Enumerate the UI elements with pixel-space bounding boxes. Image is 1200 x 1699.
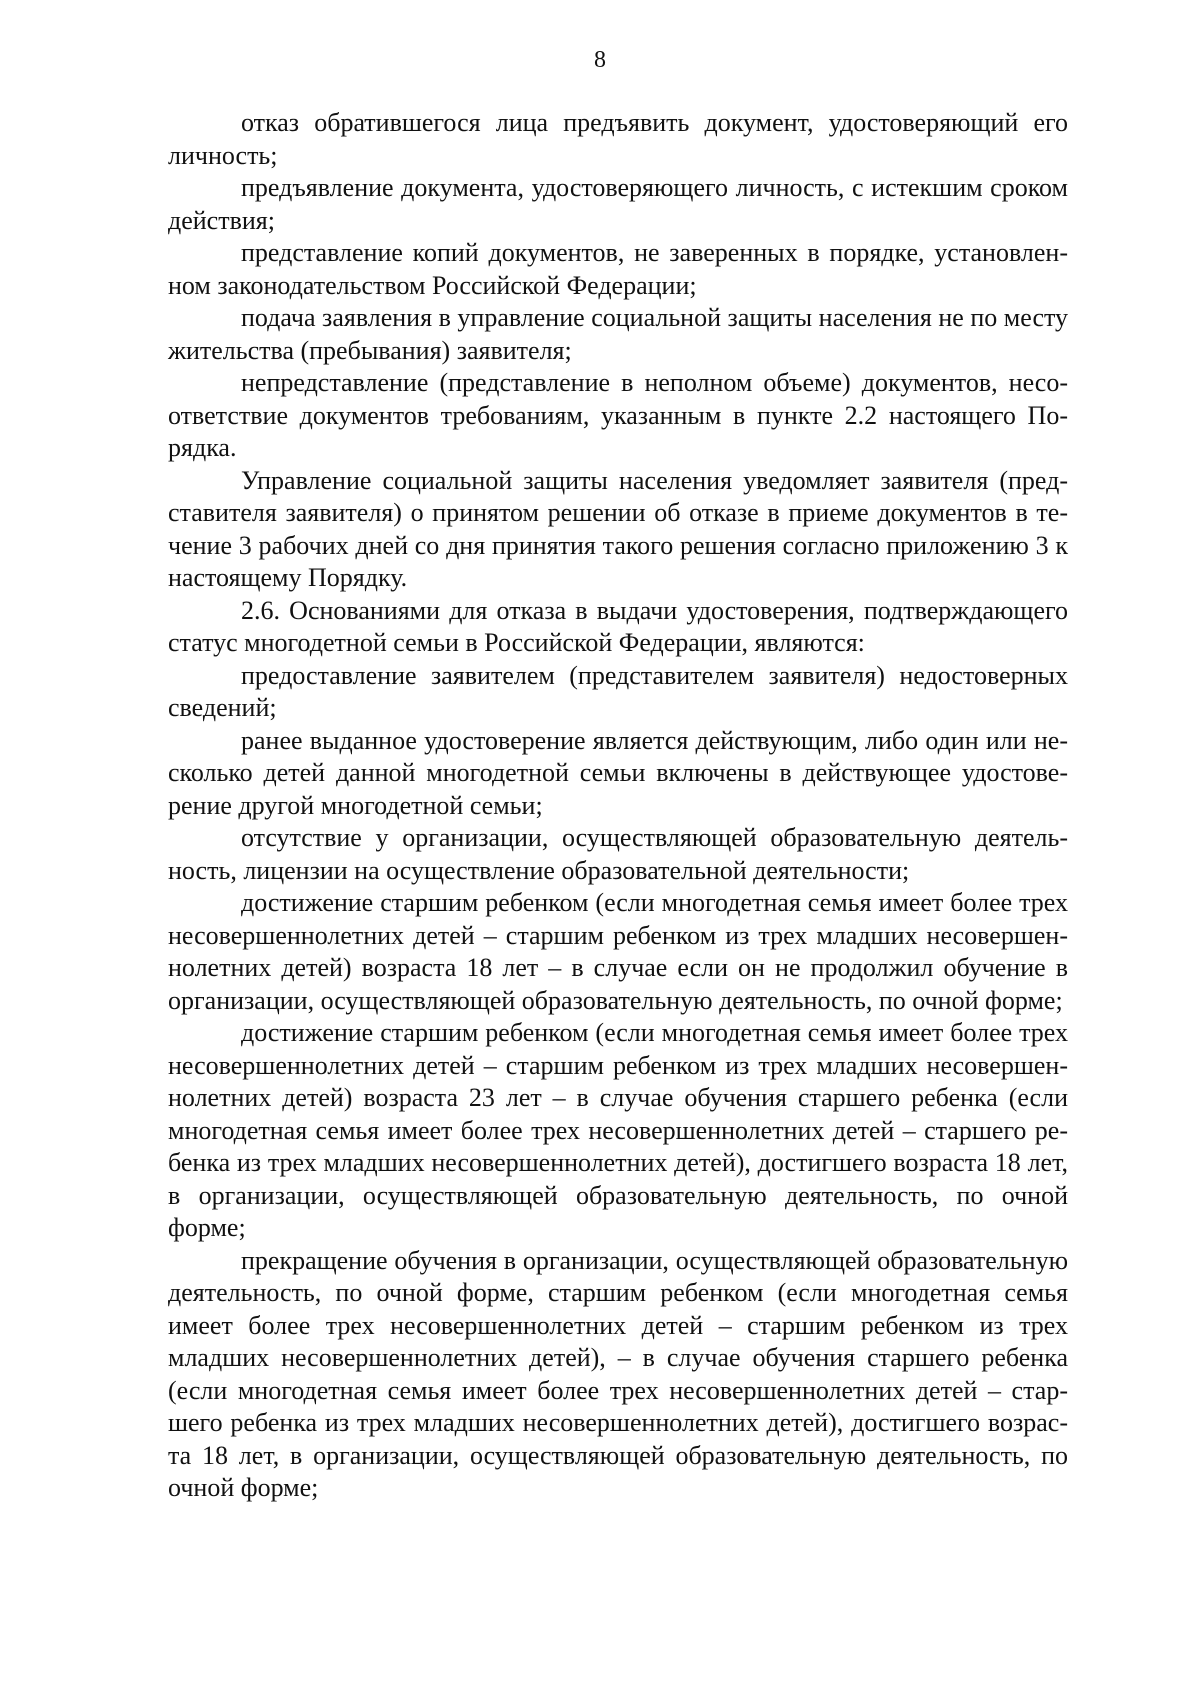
- paragraph-incomplete-documents: непредставление (представление в неполном объеме) документов, несоответствие документов требованиям, указанным в пункте 2.2 настоящего Порядка.: [168, 368, 1068, 462]
- paragraph-study-termination: прекращение обучения в организации, осуществляющей образовательную деятельность, по очной форме, старшим ребенком (если многодетная семья имеет более трех несовершеннолетних детей – старшим ребенком из трех младших несовершеннолетних детей), – в случае обучения старшего ребенка (если многодетная семья имеет более трех несовершеннолетних детей – старшего ребенка из трех младших несовершеннолетних детей), достигшего возраста 18 лет, в организации, осуществляющей образовательную деятельность, по очной форме;: [168, 1245, 1068, 1502]
- paragraph-expired-document: предъявление документа, удостоверяющего личность, с истекшим сроком действия;: [168, 173, 1068, 235]
- paragraph-existing-certificate: ранее выданное удостоверение является действующим, либо один или несколько детей данной многодетной семьи включены в действующее удостоверение другой многодетной семьи;: [168, 725, 1068, 820]
- paragraph-refusal-identity: отказ обратившегося лица предъявить документ, удостоверяющий его личность;: [168, 108, 1068, 170]
- page-number: 8: [594, 47, 606, 73]
- paragraph-false-information: предоставление заявителем (представителем заявителя) недостоверных сведений;: [168, 660, 1068, 722]
- paragraph-wrong-residence: подача заявления в управление социальной защиты населения не по месту жительства (пребывания) заявителя;: [168, 303, 1068, 365]
- paragraph-notification: Управление социальной защиты населения уведомляет заявителя (представителя заявителя) о принятом решении об отказе в приеме документов в течение 3 рабочих дней со дня принятия такого решения согласно приложению 3 к настоящему Порядку.: [168, 465, 1068, 592]
- paragraph-no-license: отсутствие у организации, осуществляющей образовательную деятельность, лицензии на осуществление образовательной деятельности;: [168, 823, 1068, 885]
- paragraph-section-2-6: 2.6. Основаниями для отказа в выдачи удостоверения, подтверждающего статус многодетной семьи в Российской Федерации, являются:: [168, 595, 1068, 657]
- paragraph-age-23: достижение старшим ребенком (если многодетная семья имеет более трех несовершеннолетних детей – старшим ребенком из трех младших несовершеннолетних детей) возраста 23 лет – в случае обучения старшего ребенка (если многодетная семья имеет более трех несовершеннолетних детей – старшего ребенка из трех младших несовершеннолетних детей), достигшего возраста 18 лет, в организации, осуществляющей образовательную деятельность, по очной форме;: [168, 1018, 1068, 1242]
- document-body: [168, 107, 1068, 1505]
- paragraph-age-18: достижение старшим ребенком (если многодетная семья имеет более трех несовершеннолетних детей – старшим ребенком из трех младших несовершеннолетних детей) возраста 18 лет – в случае если он не продолжил обучение в организации, осуществляющей образовательную деятельность, по очной форме;: [168, 888, 1068, 1015]
- paragraph-uncertified-copies: представление копий документов, не заверенных в порядке, установленном законодательством Российской Федерации;: [168, 238, 1068, 300]
